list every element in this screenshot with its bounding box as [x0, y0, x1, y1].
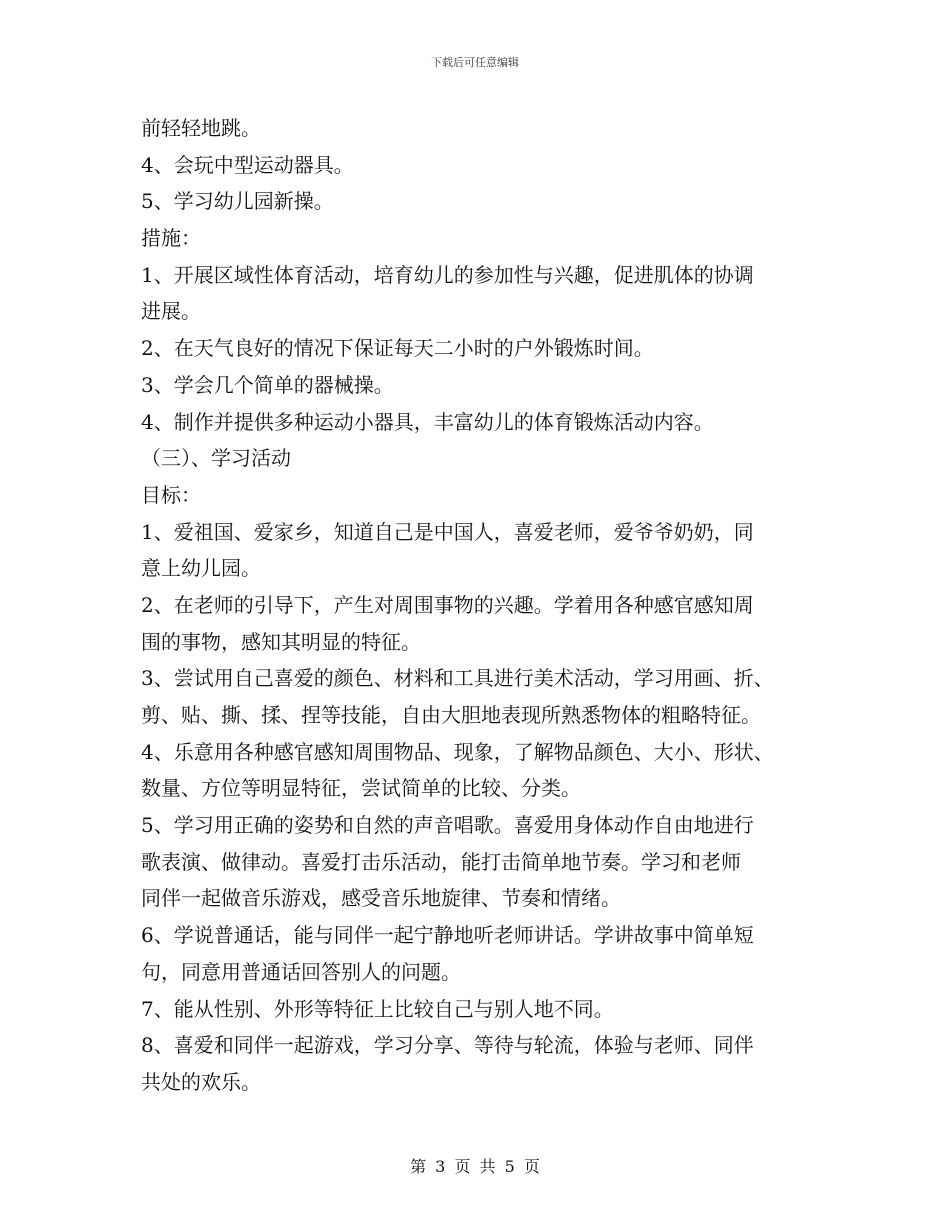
- text-line: 3、学会几个简单的器械操。: [141, 372, 394, 397]
- page-number: 第 3 页 共 5 页: [410, 1157, 540, 1176]
- text-line: 4、乐意用各种感官感知周围物品、现象，了解物品颜色、大小、形状、: [141, 739, 774, 764]
- text-line: 围的事物，感知其明显的特征。: [141, 629, 421, 654]
- text-line: 7、能从性别、外形等特征上比较自己与别人地不同。: [141, 996, 614, 1021]
- text-line: 进展。: [141, 299, 201, 324]
- text-line: 4、制作并提供多种运动小器具，丰富幼儿的体育锻炼活动内容。: [141, 409, 714, 434]
- page-header: 下载后可任意编辑: [431, 56, 519, 69]
- text-line: 4、会玩中型运动器具。: [141, 152, 354, 177]
- text-line: 意上幼儿园。: [141, 556, 261, 581]
- section-heading: （三）、学习活动: [141, 446, 291, 471]
- text-line: 共处的欢乐。: [141, 1069, 261, 1094]
- text-line: 句，同意用普通话回答别人的问题。: [141, 959, 461, 984]
- text-line: 剪、贴、撕、揉、捏等技能，自由大胆地表现所熟悉物体的粗略特征。: [141, 703, 761, 727]
- text-line: 5、学习幼儿园新操。: [141, 189, 334, 214]
- text-line: 5、学习用正确的姿势和自然的声音唱歌。喜爱用身体动作自由地进行: [141, 813, 754, 838]
- text-line: 1、爱祖国、爱家乡，知道自己是中国人，喜爱老师，爱爷爷奶奶，同: [141, 519, 754, 544]
- text-line: 2、在天气良好的情况下保证每天二小时的户外锻炼时间。: [141, 336, 654, 361]
- text-line: 同伴一起做音乐游戏，感受音乐地旋律、节奏和情绪。: [141, 886, 621, 911]
- text-line: 3、尝试用自己喜爱的颜色、材料和工具进行美术活动，学习用画、折、: [141, 666, 774, 691]
- text-line: 2、在老师的引导下，产生对周围事物的兴趣。学着用各种感官感知周: [141, 592, 754, 617]
- text-line: 6、学说普通话，能与同伴一起宁静地听老师讲话。学讲故事中简单短: [141, 923, 754, 948]
- text-line: 数量、方位等明显特征，尝试简单的比较、分类。: [141, 776, 581, 801]
- text-line: 前轻轻地跳。: [141, 116, 261, 140]
- section-label: 措施：: [141, 226, 201, 251]
- section-label: 目标：: [141, 482, 201, 507]
- text-line: 歌表演、做律动。喜爱打击乐活动，能打击简单地节奏。学习和老师: [141, 849, 741, 874]
- text-line: 1、开展区域性体育活动，培育幼儿的参加性与兴趣，促进肌体的协调: [141, 262, 754, 287]
- document-body: [141, 110, 831, 1101]
- text-line: 8、喜爱和同伴一起游戏，学习分享、等待与轮流，体验与老师、同伴: [141, 1033, 754, 1058]
